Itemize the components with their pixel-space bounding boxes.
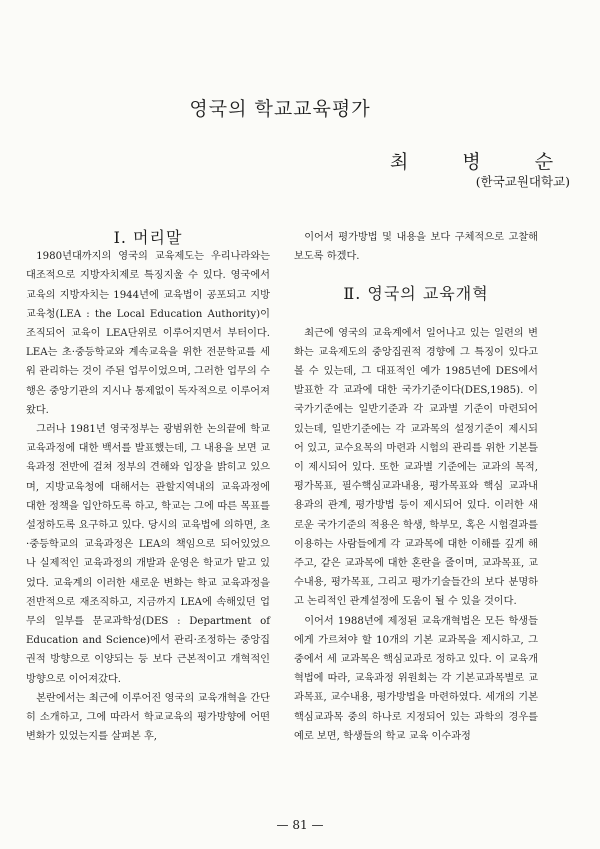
right-column — [294, 228, 538, 746]
continuation-paragraph: 이어서 평가방법 및 내용을 보다 구체적으로 고찰해 보도록 하겠다. — [294, 232, 538, 263]
left-column — [26, 228, 270, 746]
section-heading-reform: Ⅱ. 영국의 교육개혁 — [343, 284, 489, 304]
author-affiliation: (한국교원대학교) — [475, 174, 570, 189]
section-heading-introduction: Ⅰ. 머리말 — [113, 228, 183, 247]
body-paragraph: 본란에서는 최근에 이루어진 영국의 교육개혁을 간단히 소개하고, 그에 따라서 학교교육의 평가방향에 어떤 변화가 있었는지를 살펴본 후, — [26, 692, 270, 743]
page-number: — 81 — — [276, 818, 324, 832]
body-paragraph: 그러나 1981년 영국정부는 광범위한 논의끝에 학교교육과정에 대한 백서를 발표했는데, 그 내용을 보면 교육과정 전반에 걸쳐 정부의 견해와 입장을 밝히고 있으며, 지방교육청에 대해서는 관할지역내의 교육과정에 대한 정책을 입안하도록 하고, 학교는 그에 따른 목표를 설정하도록 요구하고 있다. 당시의 교육법에 의하면, 초·중등학교의 교육과정은 LEA의 책임으로 되어있었으나 실제적인 교육과정의 개발과 운영은 학교가 맡고 있었다. 교육계의 이러한 새로운 변화는 학교 교육과정을 전반적으로 재조직하고, 지금까지 LEA에 속해있던 업무의 일부를 문교과학성(DES : Department of Education and Science)에서 관리·조정하는 중앙집권적 방향으로 이양되는 등 보다 근본적이고 개혁적인 방향으로 이어져갔다. — [26, 424, 270, 685]
body-paragraph: 이어서 1988년에 제정된 교육개혁법은 모든 학생들에게 가르쳐야 할 10개의 기본 교과목을 제시하고, 그 중에서 세 교과목은 핵심교과로 정하고 있다. 이 교육개혁법에 따라, 교육과정 위원회는 각 기본교과목별로 교과목표, 교수내용, 평가방법을 마련하였다. 세개의 기본 핵심교과목 중의 하나로 지정되어 있는 과학의 경우를 예로 보면, 학생들의 학교 교육 이수과정 — [294, 615, 538, 742]
body-paragraph: 최근에 영국의 교육계에서 일어나고 있는 일련의 변화는 교육제도의 중앙집권적 경향에 그 특징이 있다고 볼 수 있는데, 그 대표적인 예가 1985년에 DES에서 발표한 각 교과에 대한 국가기준이다(DES,1985). 이 국가기준에는 일반기준과 각 교과별 기준이 마련되어 있는데, 일반기준에는 각 교과목의 설정기준이 제시되어 있고, 교수요목의 마련과 시험의 관리를 위한 기본틀이 제시되어 있다. 또한 교과별 기준에는 교과의 목적, 평가목표, 필수핵심교과내용, 평가목표와 핵심 교과내용과의 관계, 평가방법 등이 제시되어 있다. 이러한 새로운 국가기준의 적용은 학생, 학부모, 혹은 시험결과를 이용하는 사람들에게 각 교과목에 대한 이해를 깊게 해주고, 같은 교과목에 대한 혼란을 줄이며, 교과목표, 교수내용, 평가목표, 그리고 평가기술들간의 보다 분명하고 논리적인 관계설정에 도움이 될 수 있을 것이다. — [294, 327, 538, 608]
author-name: 최 병 순 — [390, 151, 578, 173]
body-paragraph: 1980년대까지의 영국의 교육제도는 우리나라와는 대조적으로 지방자치제로 특징지울 수 있다. 영국에서 교육의 지방자치는 1944년에 교육법이 공포되고 지방교육청(LEA : the Local Education Authority)이 조직되어 교육이 LEA단위로 이루어지면서 부터이다. LEA는 초·중등학교와 계속교육을 위한 전문학교를 세워 관리하는 것이 주된 업무이었으며, 그러한 업무의 수행은 중앙기관의 지시나 통제없이 독자적으로 이루어져 왔다. — [26, 251, 270, 416]
article-title: 영국의 학교교육평가 — [189, 98, 371, 120]
